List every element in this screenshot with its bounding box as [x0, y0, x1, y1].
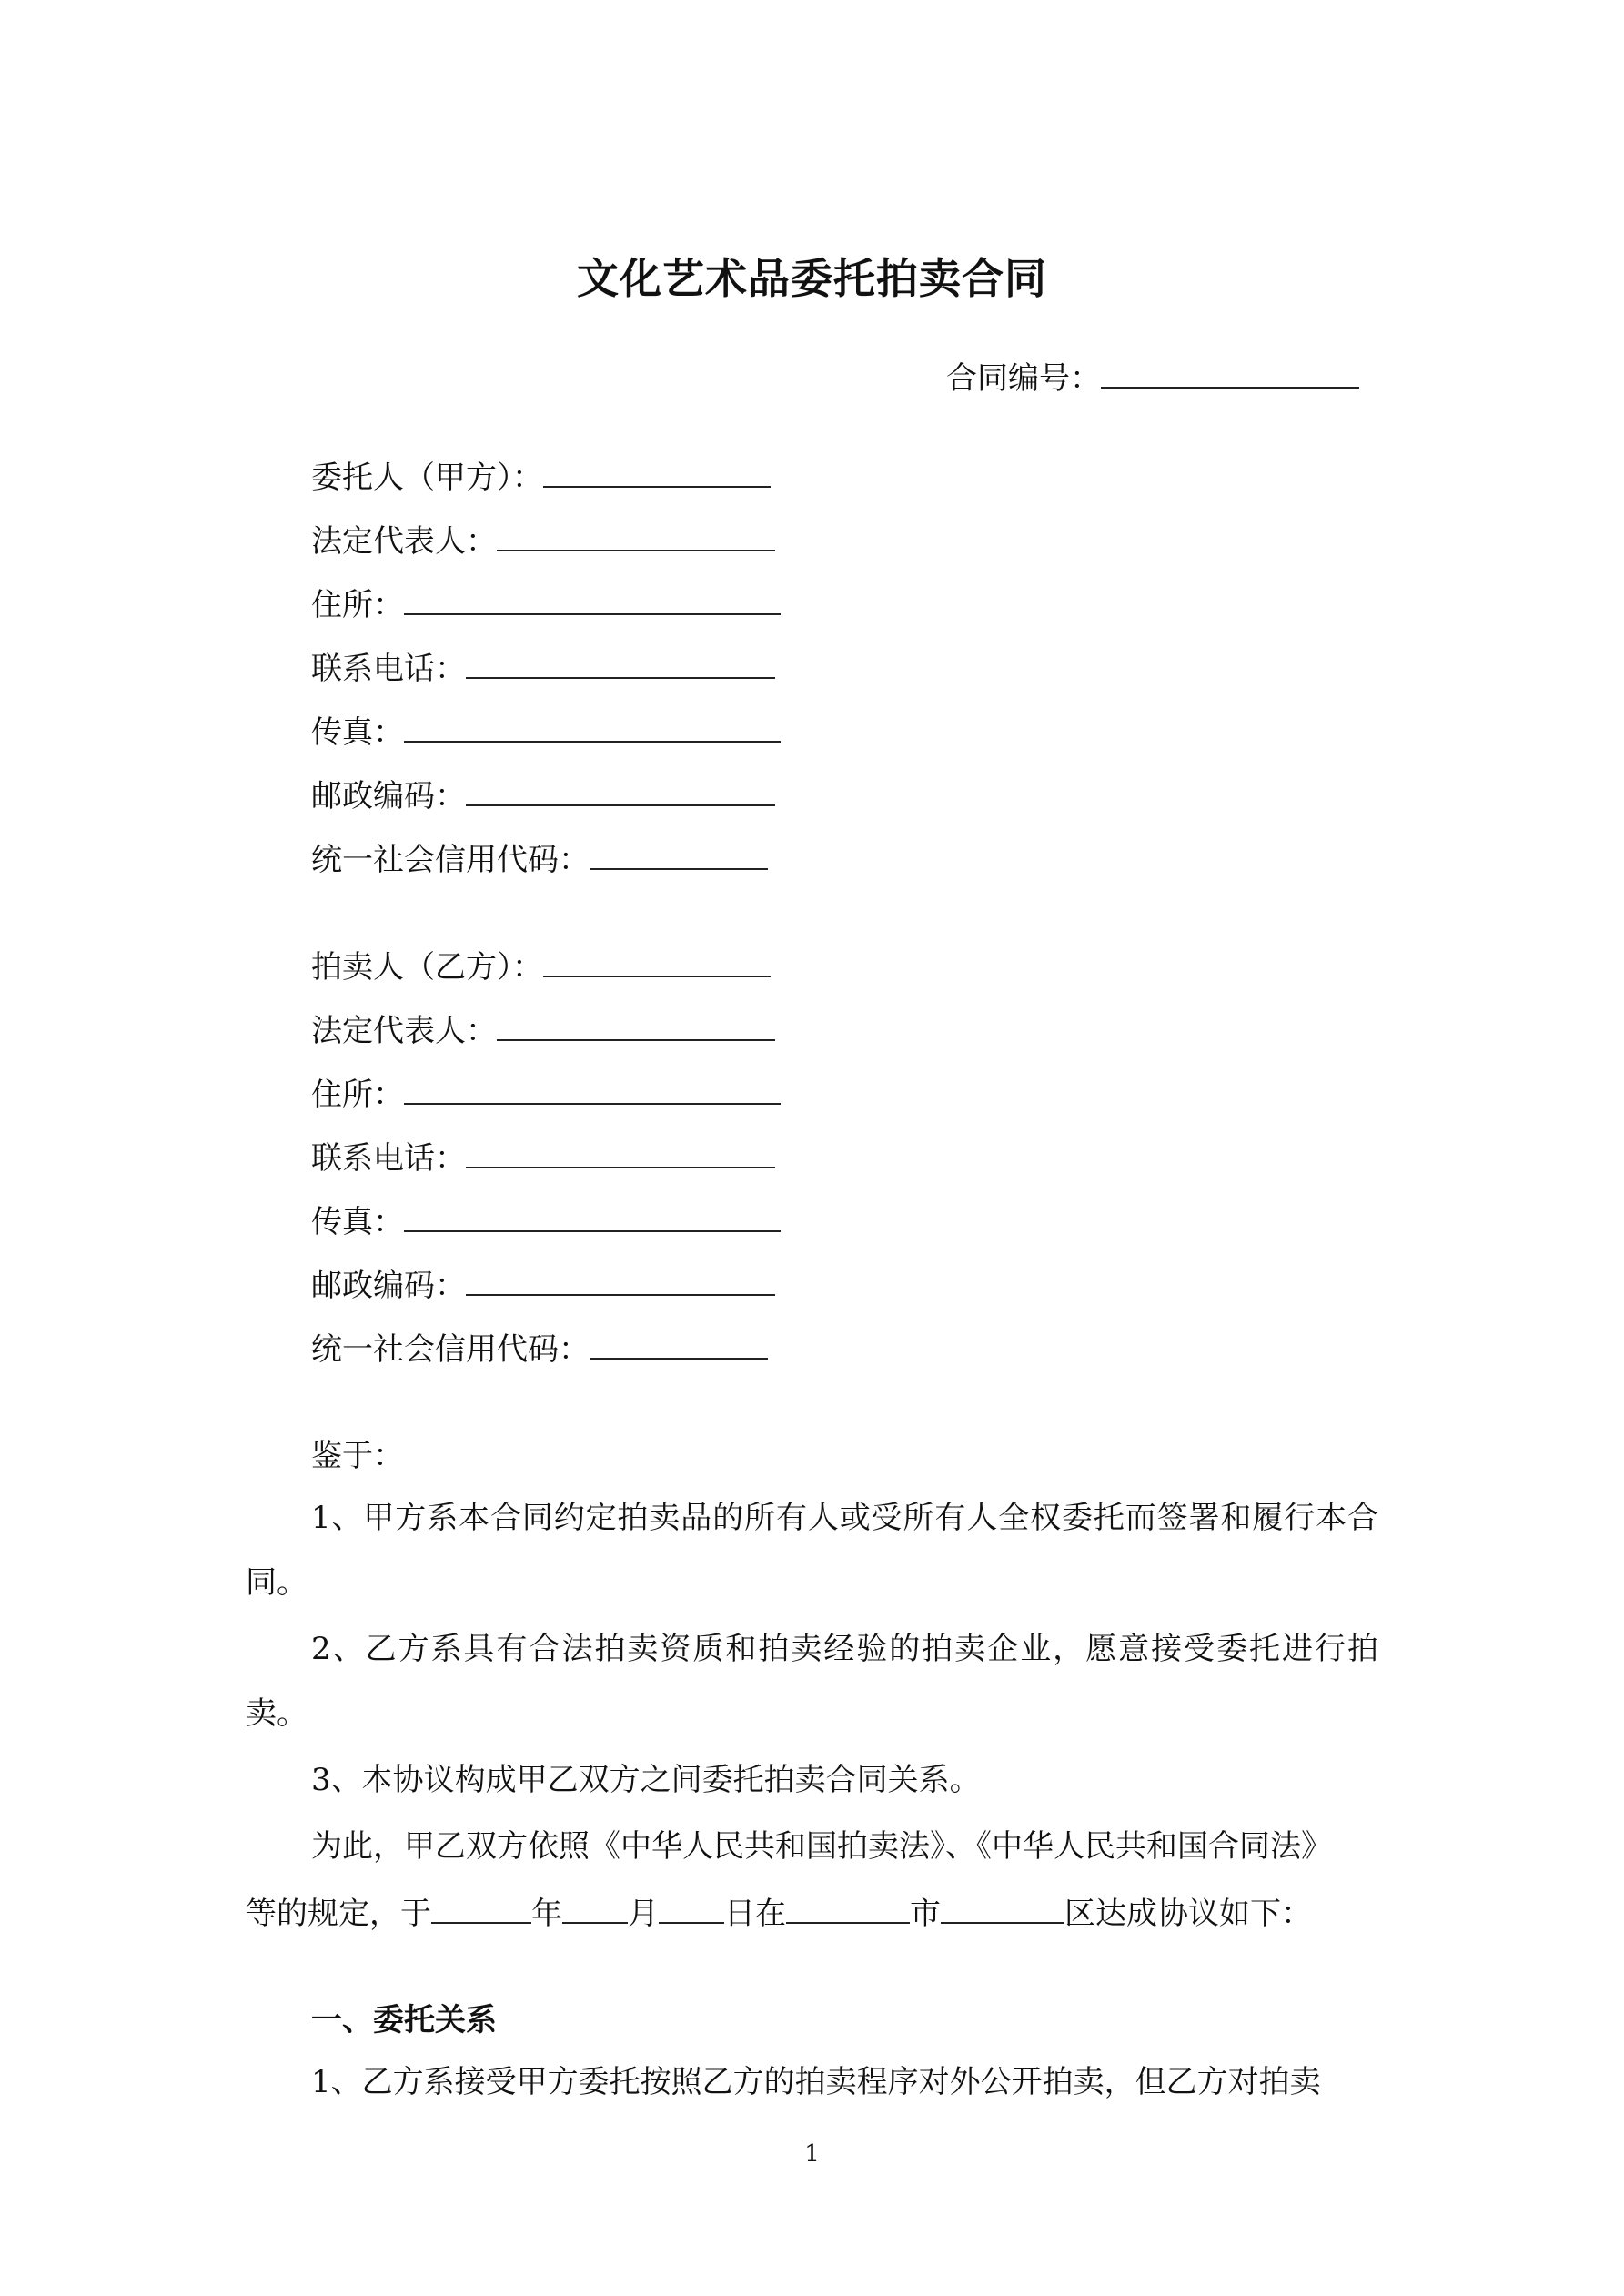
- party-b-rep-blank[interactable]: [497, 1012, 775, 1041]
- recital-item-2: 2、乙方系具有合法拍卖资质和拍卖经验的拍卖企业，愿意接受委托进行拍卖。: [246, 1631, 1378, 1732]
- party-a-credit-code-row: [311, 841, 768, 878]
- party-b-postcode-row: [311, 1267, 775, 1304]
- section-1-item-1: 1、乙方系接受甲方委托按照乙方的拍卖程序对外公开拍卖，但乙方对拍卖: [311, 2064, 1321, 2100]
- page-number: 1: [804, 2140, 820, 2168]
- party-b-credit-code-label: 统一社会信用代码：: [311, 1331, 590, 1368]
- city-blank[interactable]: [786, 1895, 910, 1924]
- party-b-fax-row: [311, 1203, 781, 1240]
- document-title: 文化艺术品委托拍卖合同: [577, 254, 1047, 303]
- party-b-address-label: 住所：: [311, 1077, 404, 1113]
- date-prefix: 等的规定，于: [246, 1896, 431, 1932]
- party-b-phone-row: [311, 1139, 775, 1177]
- party-a-phone-blank[interactable]: [466, 650, 775, 679]
- party-b-address-row: [311, 1076, 781, 1113]
- recital-date-place-row: [246, 1895, 1312, 1932]
- party-b-fax-blank[interactable]: [404, 1203, 781, 1232]
- party-b-name-row: [311, 948, 771, 986]
- month-blank[interactable]: [562, 1895, 628, 1924]
- day-blank[interactable]: [659, 1895, 724, 1924]
- day-in-label: 日在: [724, 1896, 786, 1932]
- district-blank[interactable]: [941, 1895, 1064, 1924]
- party-a-postcode-blank[interactable]: [466, 777, 775, 806]
- party-a-address-row: [311, 586, 781, 623]
- party-a-address-blank[interactable]: [404, 586, 781, 615]
- year-blank[interactable]: [431, 1895, 531, 1924]
- party-a-name-label: 委托人（甲方）：: [311, 460, 543, 496]
- city-label: 市: [910, 1896, 941, 1932]
- party-a-postcode-row: [311, 777, 775, 814]
- party-b-address-blank[interactable]: [404, 1076, 781, 1105]
- party-a-fax-label: 传真：: [311, 714, 404, 751]
- party-a-credit-code-label: 统一社会信用代码：: [311, 842, 590, 878]
- party-b-phone-blank[interactable]: [466, 1139, 775, 1168]
- party-a-fax-blank[interactable]: [404, 713, 781, 743]
- month-label: 月: [628, 1896, 659, 1932]
- party-b-rep-row: [311, 1012, 775, 1049]
- contract-number-blank[interactable]: [1101, 359, 1359, 389]
- recital-item-3: 3、本协议构成甲乙双方之间委托拍卖合同关系。: [311, 1762, 981, 1798]
- section-1-heading: 一、委托关系: [311, 2002, 497, 2038]
- recitals-heading: 鉴于：: [311, 1438, 404, 1474]
- party-a-credit-code-blank[interactable]: [590, 841, 768, 870]
- party-b-postcode-blank[interactable]: [466, 1267, 775, 1296]
- party-a-rep-blank[interactable]: [497, 522, 775, 551]
- contract-number-row: [946, 359, 1359, 397]
- party-b-phone-label: 联系电话：: [311, 1140, 466, 1177]
- district-suffix: 区达成协议如下：: [1064, 1896, 1312, 1932]
- party-a-phone-label: 联系电话：: [311, 651, 466, 687]
- party-b-fax-label: 传真：: [311, 1204, 404, 1240]
- party-a-address-label: 住所：: [311, 587, 404, 623]
- party-b-postcode-label: 邮政编码：: [311, 1268, 466, 1304]
- party-a-name-row: [311, 459, 771, 496]
- party-a-fax-row: [311, 713, 781, 751]
- party-b-credit-code-blank[interactable]: [590, 1330, 768, 1360]
- party-a-phone-row: [311, 650, 775, 687]
- party-b-name-label: 拍卖人（乙方）：: [311, 949, 543, 986]
- party-a-postcode-label: 邮政编码：: [311, 778, 466, 814]
- year-label: 年: [531, 1896, 562, 1932]
- party-a-name-blank[interactable]: [543, 459, 771, 488]
- party-a-rep-label: 法定代表人：: [311, 523, 497, 560]
- party-b-rep-label: 法定代表人：: [311, 1013, 497, 1049]
- party-b-name-blank[interactable]: [543, 948, 771, 977]
- recital-item-1: 1、甲方系本合同约定拍卖品的所有人或受所有人全权委托而签署和履行本合同。: [246, 1500, 1378, 1601]
- party-a-rep-row: [311, 522, 775, 560]
- recital-basis: 为此，甲乙双方依照《中华人民共和国拍卖法》、《中华人民共和国合同法》: [311, 1828, 1332, 1865]
- contract-number-label: 合同编号：: [946, 360, 1101, 397]
- party-b-credit-code-row: [311, 1330, 768, 1368]
